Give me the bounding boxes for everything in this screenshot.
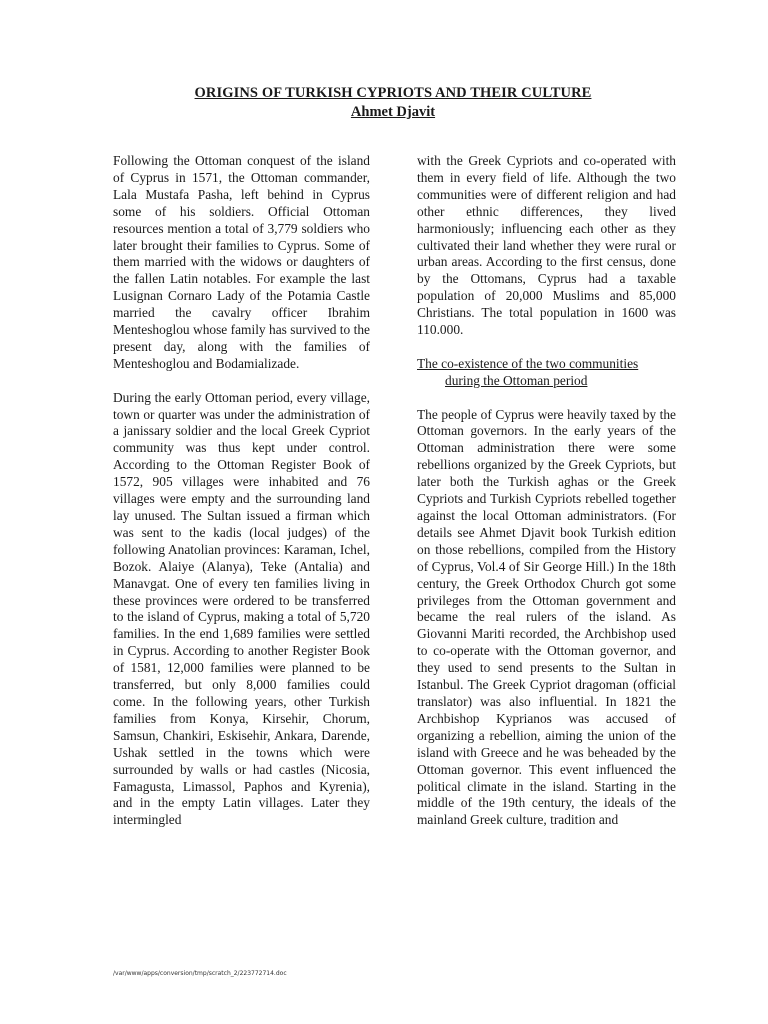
paragraph: The people of Cyprus were heavily taxed by the Ottoman governors. In the early years of the Ottoman administration there were some rebellions organized by the Greek Cypriots, but later both the Turkish aghas or the Greek Cypriots and Turkish Cypriots rebelled together against the local Ottoman administrators. (For details see Ahmet Djavit book Turkish edition on those rebellions, compiled from the History of Cyprus, Vol.4 of Sir George Hill.) In the 18th century, the Greek Orthodox Church got some privileges from the Ottoman government and became the real rulers of the island. As Giovanni Mariti recorded, the Archbishop used to co-operate with the Ottoman governor, and they used to send presents to the Sultan in Istanbul. The Greek Cypriot dragoman (official translator) was also influential. In 1821 the Archbishop Kyprianos was accused of organizing a rebellion, aiming the union of the island with Greece and he was beheaded by the Ottoman governor. This event influenced the political climate in the island. Starting in the middle of the 19th century, the ideals of the mainland Greek culture, tradition and: [417, 406, 676, 828]
left-column: [113, 153, 370, 846]
paragraph: Following the Ottoman conquest of the island of Cyprus in 1571, the Ottoman commander, Lala Mustafa Pasha, left behind in Cyprus some of his soldiers. Official Ottoman resources mention a total of 3,779 soldiers who later brought their families to Cyprus. Some of them married with the widows or daughters of the fallen Latin notables. For example the last Lusignan Cornaro Lady of the Potamia Castle married the cavalry officer Ibrahim Menteshoglou whose family has survived to the present day, along with the families of Menteshoglou and Bodamializade.: [113, 153, 370, 371]
right-column: [417, 153, 676, 846]
section-heading: [417, 356, 676, 390]
file-path-footer: /var/www/apps/conversion/tmp/scratch_2/223772714.doc: [113, 970, 287, 977]
document-title: ORIGINS OF TURKISH CYPRIOTS AND THEIR CULTURE: [194, 85, 592, 101]
section-heading-line: during the Ottoman period: [445, 372, 588, 388]
paragraph: During the early Ottoman period, every village, town or quarter was under the administration of a janissary soldier and the local Greek Cypriot community was thus kept under control. According to the Ottoman Register Book of 1572, 905 villages were inhabited and 76 villages were empty and the surrounding land lay unused. The Sultan issued a firman which was sent to the kadis (local judges) of the following Anatolian provinces: Karaman, Ichel, Bozok. Alaiye (Alanya), Teke (Antalia) and Manavgat. One of every ten families living in these provinces were ordered to be transferred to the island of Cyprus, making a total of 5,720 families. In the end 1,689 families were settled in Cyprus. According to another Register Book of 1581, 12,000 families were planned to be transferred, but only 8,000 families could come. In the following years, other Turkish families from Konya, Kirsehir, Chorum, Samsun, Chankiri, Eskisehir, Ankara, Darende, Ushak settled in the towns which were surrounded by walls or had castles (Nicosia, Famagusta, Limassol, Paphos and Kyrenia), and in the empty Latin villages. Later they intermingled: [113, 389, 370, 828]
document-author: Ahmet Djavit: [350, 104, 436, 120]
paragraph: with the Greek Cypriots and co-operated with them in every field of life. Although the two communities were of different religion and had other ethnic differences, they lived harmoniously; influencing each other as they cultivated their land whether they were rural or urban areas. According to the first census, done by the Ottomans, Cyprus had a taxable population of 20,000 Muslims and 85,000 Christians. The total population in 1600 was 110.000.: [417, 153, 676, 338]
section-heading-line: The co-existence of the two communities: [417, 355, 639, 371]
